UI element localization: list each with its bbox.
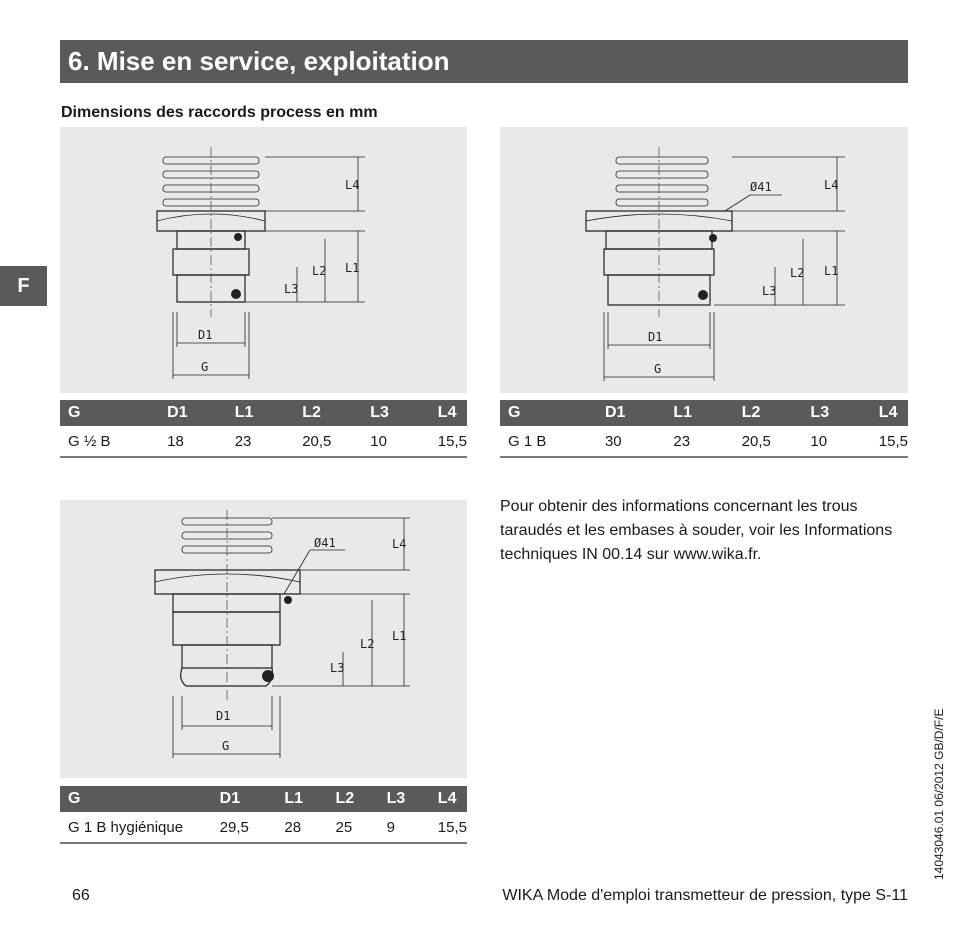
label-l2: L2 (312, 264, 327, 278)
technical-drawing-2 (500, 127, 908, 393)
dimensions-table-3 (60, 786, 467, 844)
cell: 15,5 (871, 426, 908, 457)
col-header: L2 (328, 786, 379, 812)
label-l4: L4 (345, 178, 360, 192)
label-l4: L4 (824, 178, 839, 192)
table-header-row (60, 400, 467, 426)
label-diameter: Ø41 (314, 536, 336, 550)
label-l4: L4 (392, 537, 407, 551)
technical-drawing-1 (60, 127, 467, 393)
table-row (60, 812, 467, 843)
cell: 9 (379, 812, 430, 843)
label-l1: L1 (824, 264, 839, 278)
info-paragraph: Pour obtenir des informations concernant les trous taraudés et les embases à souder, voir les Informations techniques IN 00.14 sur www.wika.fr. (500, 498, 893, 563)
cell: 10 (802, 426, 870, 457)
cell: 28 (276, 812, 327, 843)
table-row (500, 426, 908, 457)
cell: 23 (227, 426, 294, 457)
technical-drawing-3 (60, 500, 467, 778)
table-header-row (60, 786, 467, 812)
cell: 10 (362, 426, 430, 457)
footer-title: WIKA Mode d'emploi transmetteur de pression, type S-11 (502, 887, 908, 904)
label-l3: L3 (284, 282, 299, 296)
col-header: L3 (379, 786, 430, 812)
col-header: L3 (362, 400, 430, 426)
col-header: D1 (212, 786, 277, 812)
col-header: D1 (597, 400, 665, 426)
cell: 29,5 (212, 812, 277, 843)
label-g: G (201, 360, 209, 374)
cell: G ½ B (60, 426, 159, 457)
col-header: L2 (734, 400, 803, 426)
col-header: L1 (665, 400, 733, 426)
label-l2: L2 (790, 266, 805, 280)
cell: 30 (597, 426, 665, 457)
label-diameter: Ø41 (750, 180, 772, 194)
col-header: D1 (159, 400, 227, 426)
col-header: L3 (802, 400, 870, 426)
label-l1: L1 (392, 629, 407, 643)
cell: 20,5 (294, 426, 362, 457)
col-header: L4 (871, 400, 908, 426)
document-code: 14043046.01 06/2012 GB/D/F/E (932, 708, 946, 880)
drawing-g-half-b (60, 127, 467, 393)
col-header: L2 (294, 400, 362, 426)
dimensions-table-1 (60, 400, 467, 458)
col-header: L4 (430, 786, 467, 812)
col-header: G (60, 786, 212, 812)
cell: 23 (665, 426, 733, 457)
cell: G 1 B hygiénique (60, 812, 212, 843)
cell: G 1 B (500, 426, 597, 457)
label-l2: L2 (360, 637, 375, 651)
section-header: 6. Mise en service, exploitation (60, 40, 908, 83)
label-d1: D1 (648, 330, 663, 344)
cell: 15,5 (430, 426, 467, 457)
label-l3: L3 (330, 661, 345, 675)
cell: 18 (159, 426, 227, 457)
col-header: L4 (430, 400, 467, 426)
section-subtitle: Dimensions des raccords process en mm (61, 104, 378, 121)
col-header: L1 (227, 400, 294, 426)
cell: 15,5 (430, 812, 467, 843)
label-d1: D1 (198, 328, 213, 342)
col-header: L1 (276, 786, 327, 812)
cell: 25 (328, 812, 379, 843)
language-tab: F (0, 266, 47, 306)
dimensions-table-2 (500, 400, 908, 458)
label-d1: D1 (216, 709, 231, 723)
label-l1: L1 (345, 261, 360, 275)
page-number: 66 (72, 887, 90, 904)
label-g: G (654, 362, 662, 376)
drawing-g-1-b-hygienic (60, 500, 467, 778)
cell: 20,5 (734, 426, 803, 457)
label-l3: L3 (762, 284, 777, 298)
table-header-row (500, 400, 908, 426)
col-header: G (500, 400, 597, 426)
label-g: G (222, 739, 230, 753)
drawing-g-1-b (500, 127, 908, 393)
col-header: G (60, 400, 159, 426)
table-row (60, 426, 467, 457)
